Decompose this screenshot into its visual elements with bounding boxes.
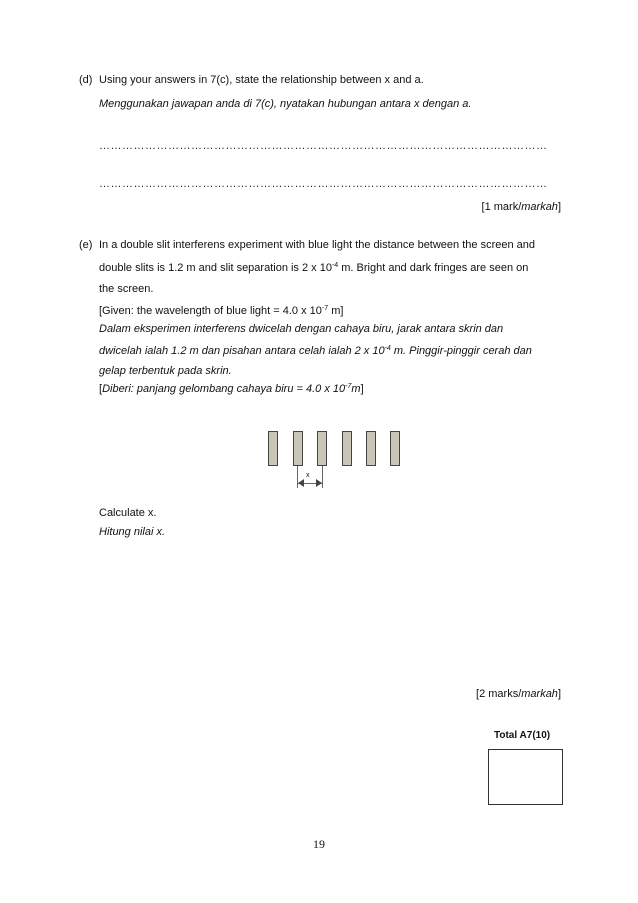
arrow-right-icon — [316, 479, 322, 487]
calculate-prompt-malay: Hitung nilai x. — [99, 526, 166, 538]
question-d-label: (d) — [79, 74, 93, 86]
total-score-box[interactable] — [488, 749, 563, 805]
question-e-malay-given: [Diberi: panjang gelombang cahaya biru = 4.0 x $10^{-7}m$] — [99, 383, 364, 395]
question-e-line-2: double slits is 1.2 m and slit separation is 2 x $10^{-4}$ m. Bright and dark fringes are seen on — [99, 262, 529, 274]
marks-d: [1 mark/markah] — [481, 201, 561, 213]
dimension-tick-right — [322, 466, 323, 488]
question-e-line-3: the screen. — [99, 283, 154, 295]
dimension-label-x: x — [306, 472, 310, 479]
question-d-text: Using your answers in 7(c), state the relationship between x and a. — [99, 74, 424, 86]
fringe — [390, 431, 400, 466]
marks-e: [2 marks/markah] — [476, 688, 561, 700]
fringe — [268, 431, 278, 466]
question-e-line-1: In a double slit interferens experiment with blue light the distance between the screen and — [99, 239, 535, 251]
fringe — [293, 431, 303, 466]
question-e-malay-line-1: Dalam eksperimen interferens dwicelah dengan cahaya biru, jarak antara skrin dan — [99, 323, 504, 335]
fringe — [317, 431, 327, 466]
answer-line-1[interactable]: ……………………………………………………………………………………………………… — [99, 140, 548, 152]
question-e-malay-line-2: dwicelah ialah 1.2 m dan pisahan antara celah ialah 2 x $10^{-4}$ m. Pinggir-pinggir cerah dan — [99, 345, 532, 357]
calculate-prompt: Calculate x. — [99, 507, 157, 519]
arrow-left-icon — [298, 479, 304, 487]
total-label: Total A7(10) — [494, 730, 551, 741]
answer-line-2[interactable]: ……………………………………………………………………………………………………… — [99, 178, 548, 190]
question-e-malay-line-3: gelap terbentuk pada skrin. — [99, 365, 232, 377]
question-e-label: (e) — [79, 239, 93, 251]
fringe — [366, 431, 376, 466]
question-d-text-malay: Menggunakan jawapan anda di 7(c), nyatakan hubungan antara x dengan a. — [99, 98, 472, 110]
question-e-given: [Given: the wavelength of blue light = 4.0 x $10^{-7}$ m] — [99, 305, 344, 317]
fringe — [342, 431, 352, 466]
page-number: 19 — [313, 837, 325, 851]
